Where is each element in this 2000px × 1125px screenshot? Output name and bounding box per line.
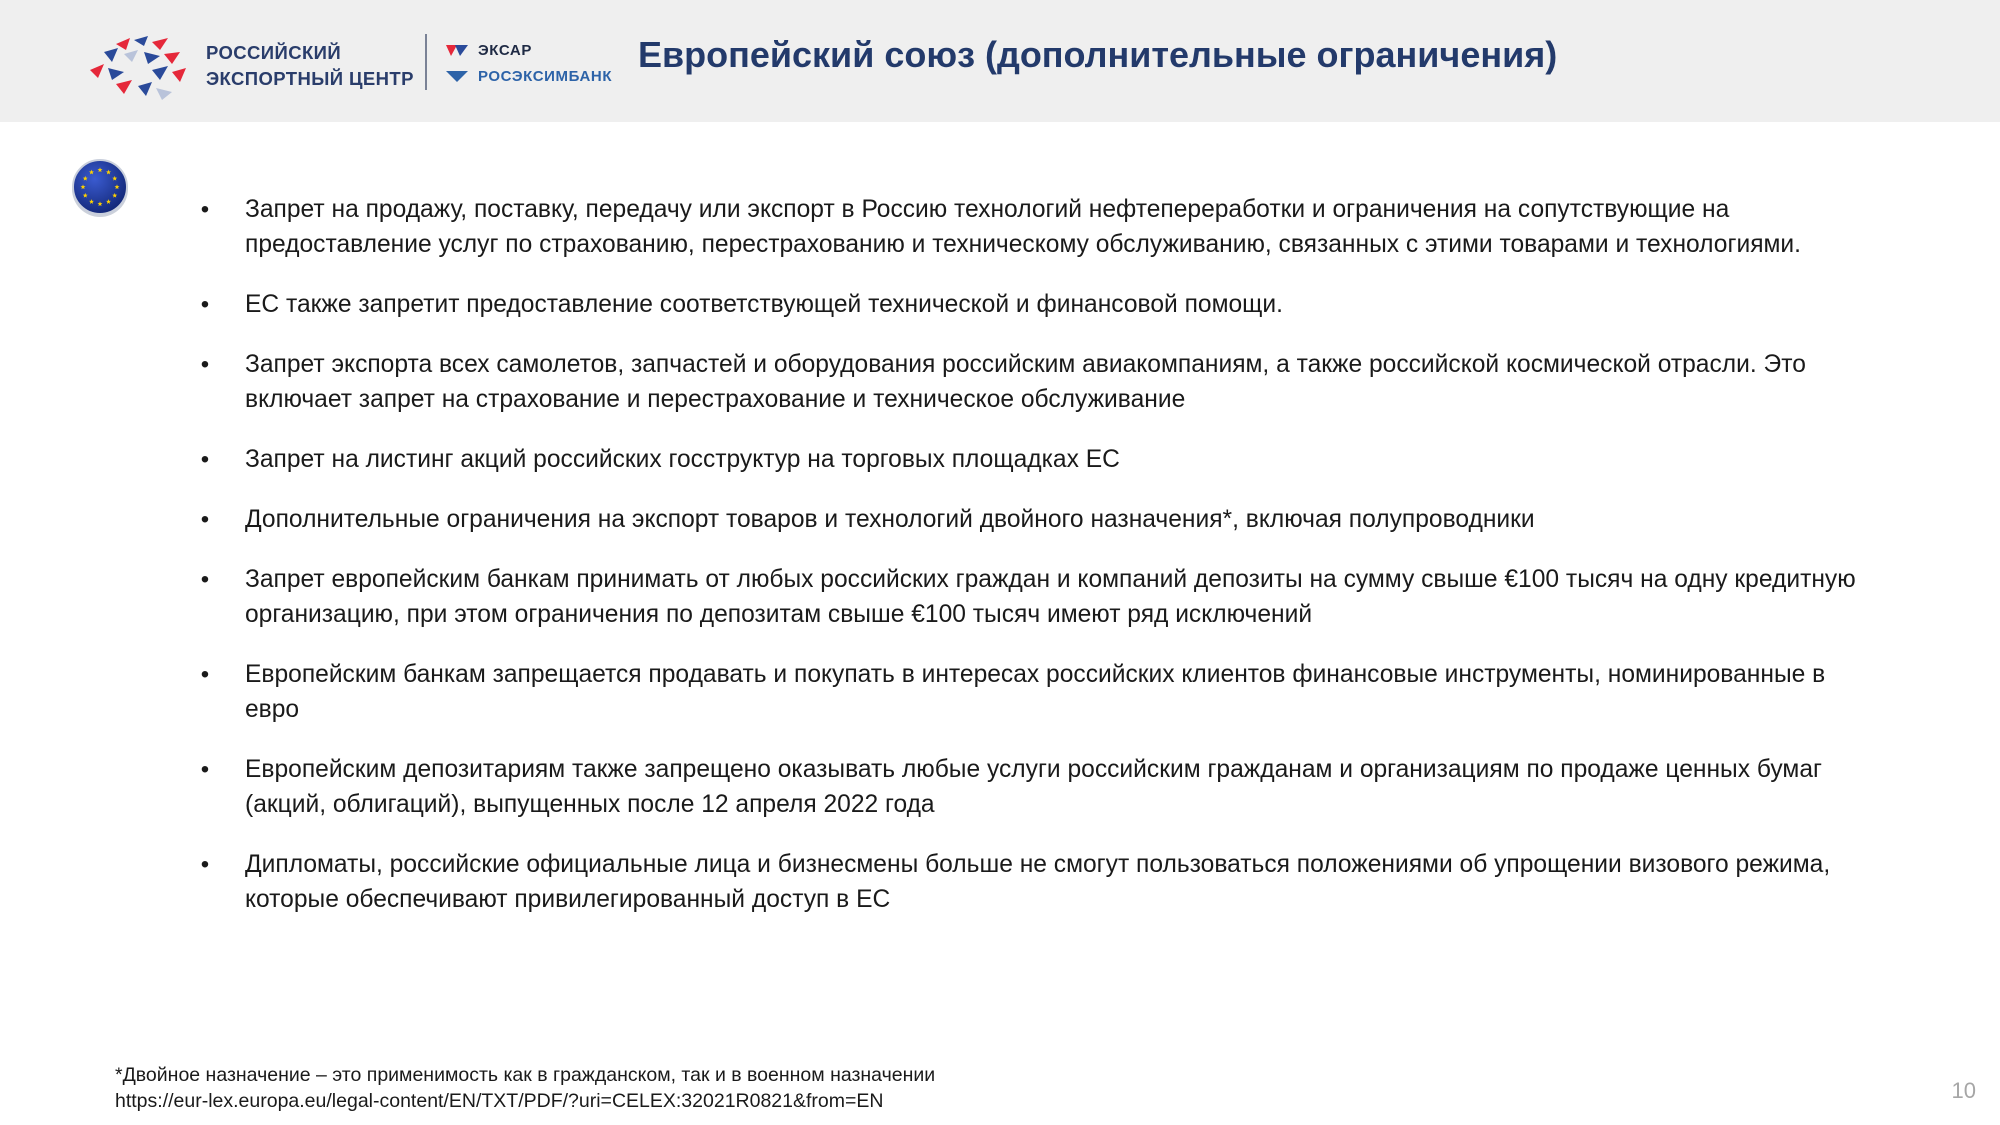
footnote [115, 1062, 935, 1114]
list-item-text: Запрет на продажу, поставку, передачу или экспорт в Россию технологий нефтепереработки и ограничения на сопутствующие на предоставление услуг по страхованию, перестрахованию и техническому обслуживанию, связанных с этими товарами и технологиями. [245, 196, 1801, 258]
list-item [195, 752, 1875, 822]
list-item [195, 502, 1875, 537]
list-item [195, 847, 1875, 917]
header-bar [0, 0, 2000, 122]
bullet-icon: • [200, 506, 210, 533]
roseximbank-mark-icon [446, 71, 468, 83]
page-number: 10 [1951, 1078, 1976, 1103]
bullet-icon: • [200, 196, 210, 223]
sanctions-list [195, 192, 1875, 942]
logo-line2: ЭКСПОРТНЫЙ ЦЕНТР [206, 68, 414, 89]
bullet-icon: • [200, 351, 210, 378]
bullet-icon: • [200, 446, 210, 473]
roseximbank-label: РОСЭКСИМБАНК [478, 68, 613, 85]
list-item [195, 562, 1875, 632]
list-item [195, 287, 1875, 322]
exar-mark-icon [446, 45, 468, 57]
list-item-text: Запрет европейским банкам принимать от любых российских граждан и компаний депозиты на сумму свыше €100 тысяч на одну кредитную организацию, при этом ограничения по депозитам свыше €100 тысяч имеют ряд исключений [245, 566, 1856, 628]
bullet-icon: • [200, 756, 210, 783]
list-item-text: Дипломаты, российские официальные лица и бизнесмены больше не смогут пользоваться положениями об упрощении визового режима, которые обеспечивают привилегированный доступ в ЕС [245, 851, 1831, 913]
list-item [195, 657, 1875, 727]
exar-logo [446, 42, 532, 59]
list-item [195, 347, 1875, 417]
roseximbank-logo [446, 68, 612, 85]
bullet-icon: • [200, 661, 210, 688]
bullet-icon: • [200, 566, 210, 593]
bullet-icon: • [200, 291, 210, 318]
list-item [195, 442, 1875, 477]
rec-logo-icon [86, 32, 190, 102]
eu-flag-icon [70, 158, 130, 218]
list-item-text: Европейским банкам запрещается продавать и покупать в интересах российских клиентов финансовые инструменты, номинированные в евро [245, 661, 1826, 723]
list-item-text: Европейским депозитариям также запрещено оказывать любые услуги российским гражданам и организациям по продаже ценных бумаг (акций, облигаций), выпущенных после 12 апреля 2022 года [245, 756, 1822, 818]
logo-divider [425, 34, 427, 90]
list-item-text: Запрет на листинг акций российских госструктур на торговых площадках ЕС [245, 446, 1120, 473]
list-item [195, 192, 1875, 262]
page-title: Европейский союз (дополнительные ограничения) [638, 34, 1558, 75]
bullet-icon: • [200, 851, 210, 878]
list-item-text: Запрет экспорта всех самолетов, запчастей и оборудования российским авиакомпаниям, а также российской космической отрасли. Это включает запрет на страхование и перестрахование и техническое обслуживание [245, 351, 1806, 413]
source-link[interactable]: https://eur-lex.europa.eu/legal-content/EN/TXT/PDF/?uri=CELEX:32021R0821&from=EN [115, 1090, 884, 1112]
exar-label: ЭКСАР [478, 42, 532, 59]
rec-logo-text [206, 40, 414, 92]
list-item-text: ЕС также запретит предоставление соответствующей технической и финансовой помощи. [245, 291, 1283, 318]
list-item-text: Дополнительные ограничения на экспорт товаров и технологий двойного назначения*, включая полупроводники [245, 506, 1535, 533]
footnote-definition: *Двойное назначение – это применимость как в гражданском, так и в военном назначении [115, 1064, 936, 1086]
logo-line1: РОССИЙСКИЙ [206, 42, 342, 63]
